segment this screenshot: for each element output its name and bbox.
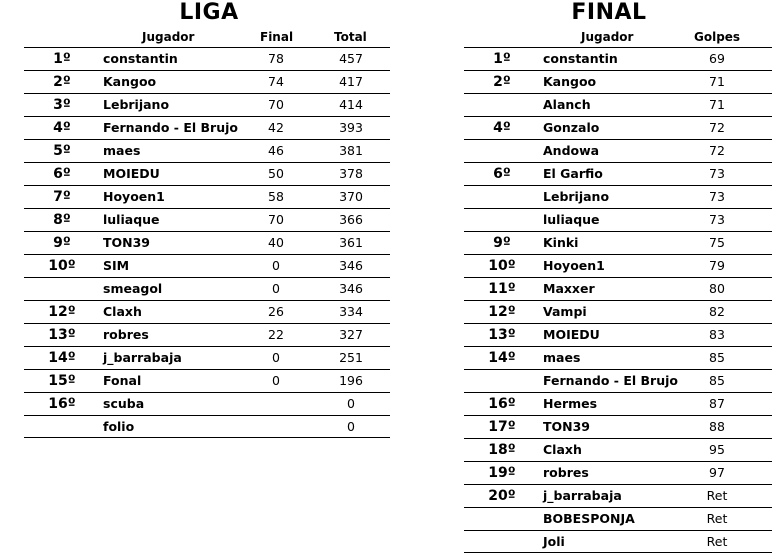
final-cell-pos: 13º [488, 327, 516, 343]
final-row [464, 277, 772, 300]
final-cell-name: Fernando - El Brujo [543, 373, 678, 388]
liga-cell-name: folio [103, 419, 135, 434]
final-row [464, 392, 772, 415]
final-cell-strokes: 79 [709, 258, 725, 273]
final-cell-pos: 14º [488, 350, 516, 366]
final-cell-name: Joli [543, 534, 565, 549]
liga-cell-pos: 3º [53, 97, 71, 113]
liga-cell-total: 414 [339, 97, 363, 112]
liga-cell-pos: 15º [48, 373, 76, 389]
final-row [464, 461, 772, 484]
final-row [464, 323, 772, 346]
final-cell-name: MOIEDU [543, 327, 600, 342]
final-cell-name: j_barrabaja [543, 488, 622, 503]
liga-cell-total: 0 [347, 396, 355, 411]
final-cell-strokes: Ret [706, 534, 728, 549]
liga-cell-name: SIM [103, 258, 130, 273]
liga-cell-pos: 2º [53, 74, 71, 90]
final-cell-pos: 19º [488, 465, 516, 481]
final-cell-strokes: 73 [709, 212, 725, 227]
final-cell-name: Maxxer [543, 281, 595, 296]
liga-cell-pos: 10º [48, 258, 76, 274]
liga-header-player: Jugador [142, 30, 195, 44]
liga-rows [24, 47, 390, 438]
final-cell-strokes: 71 [709, 74, 725, 89]
final-row [464, 231, 772, 254]
liga-cell-final: 58 [268, 189, 284, 204]
liga-cell-pos: 12º [48, 304, 76, 320]
liga-cell-name: Fonal [103, 373, 142, 388]
final-row [464, 116, 772, 139]
final-cell-strokes: 85 [709, 373, 725, 388]
final-cell-pos: 12º [488, 304, 516, 320]
liga-row [24, 93, 390, 116]
final-cell-name: BOBESPONJA [543, 511, 635, 526]
liga-cell-final: 0 [272, 258, 280, 273]
liga-cell-pos: 6º [53, 166, 71, 182]
final-cell-pos: 2º [493, 74, 511, 90]
final-row [464, 70, 772, 93]
final-cell-pos: 4º [493, 120, 511, 136]
liga-row [24, 208, 390, 231]
liga-cell-final: 50 [268, 166, 284, 181]
liga-cell-name: Lebrijano [103, 97, 170, 112]
liga-header-row [24, 28, 390, 46]
final-header-row [464, 28, 772, 46]
liga-row [24, 369, 390, 392]
final-row [464, 346, 772, 369]
final-row [464, 93, 772, 116]
final-cell-name: Gonzalo [543, 120, 600, 135]
final-cell-strokes: 85 [709, 350, 725, 365]
final-cell-strokes: 95 [709, 442, 725, 457]
final-cell-strokes: 72 [709, 143, 725, 158]
final-cell-name: TON39 [543, 419, 591, 434]
liga-cell-final: 42 [268, 120, 284, 135]
final-cell-pos: 6º [493, 166, 511, 182]
final-cell-name: Kinki [543, 235, 579, 250]
liga-cell-total: 327 [339, 327, 363, 342]
final-row [464, 484, 772, 507]
liga-cell-name: Fernando - El Brujo [103, 120, 238, 135]
final-cell-strokes: Ret [706, 511, 728, 526]
liga-cell-total: 366 [339, 212, 363, 227]
liga-cell-total: 370 [339, 189, 363, 204]
final-cell-pos: 20º [488, 488, 516, 504]
liga-row [24, 254, 390, 277]
liga-cell-total: 457 [339, 51, 363, 66]
liga-cell-name: Claxh [103, 304, 142, 319]
liga-row [24, 185, 390, 208]
final-cell-name: El Garfio [543, 166, 603, 181]
liga-row [24, 300, 390, 323]
final-cell-name: Lebrijano [543, 189, 610, 204]
final-cell-strokes: 71 [709, 97, 725, 112]
liga-cell-final: 70 [268, 97, 284, 112]
final-cell-strokes: 82 [709, 304, 725, 319]
final-title: FINAL [571, 0, 647, 25]
liga-cell-name: j_barrabaja [103, 350, 182, 365]
liga-cell-final: 0 [272, 281, 280, 296]
liga-cell-total: 393 [339, 120, 363, 135]
liga-cell-name: smeagol [103, 281, 163, 296]
liga-cell-final: 40 [268, 235, 284, 250]
final-header-strokes: Golpes [694, 30, 741, 44]
liga-cell-final: 78 [268, 51, 284, 66]
final-cell-strokes: 72 [709, 120, 725, 135]
liga-cell-final: 46 [268, 143, 284, 158]
liga-cell-total: 346 [339, 281, 363, 296]
liga-cell-pos: 4º [53, 120, 71, 136]
liga-row [24, 70, 390, 93]
final-cell-name: Vampi [543, 304, 587, 319]
liga-row [24, 346, 390, 369]
final-row [464, 530, 772, 553]
final-cell-pos: 9º [493, 235, 511, 251]
liga-cell-pos: 13º [48, 327, 76, 343]
liga-cell-final: 0 [272, 350, 280, 365]
liga-cell-total: 381 [339, 143, 363, 158]
liga-row [24, 415, 390, 438]
final-cell-name: Claxh [543, 442, 582, 457]
liga-cell-name: Hoyoen1 [103, 189, 165, 204]
final-cell-strokes: 97 [709, 465, 725, 480]
final-rows [464, 47, 772, 553]
liga-cell-total: 196 [339, 373, 363, 388]
final-cell-name: Andowa [543, 143, 600, 158]
liga-header-total: Total [334, 30, 367, 44]
final-cell-pos: 18º [488, 442, 516, 458]
final-cell-pos: 16º [488, 396, 516, 412]
final-cell-strokes: 88 [709, 419, 725, 434]
final-cell-name: Hermes [543, 396, 598, 411]
final-row [464, 300, 772, 323]
final-cell-strokes: 87 [709, 396, 725, 411]
final-cell-strokes: 80 [709, 281, 725, 296]
final-cell-strokes: 75 [709, 235, 725, 250]
liga-cell-pos: 5º [53, 143, 71, 159]
final-header-player: Jugador [581, 30, 634, 44]
liga-title: LIGA [179, 0, 239, 25]
liga-cell-pos: 16º [48, 396, 76, 412]
liga-cell-total: 378 [339, 166, 363, 181]
final-row [464, 185, 772, 208]
final-cell-name: maes [543, 350, 581, 365]
liga-cell-name: luliaque [103, 212, 160, 227]
liga-cell-total: 361 [339, 235, 363, 250]
liga-cell-final: 0 [272, 373, 280, 388]
liga-row [24, 47, 390, 70]
liga-cell-total: 334 [339, 304, 363, 319]
final-row [464, 507, 772, 530]
final-cell-pos: 17º [488, 419, 516, 435]
liga-row [24, 277, 390, 300]
liga-cell-name: MOIEDU [103, 166, 160, 181]
final-cell-name: Kangoo [543, 74, 597, 89]
final-cell-name: Alanch [543, 97, 591, 112]
final-cell-name: robres [543, 465, 589, 480]
liga-cell-total: 417 [339, 74, 363, 89]
liga-cell-name: TON39 [103, 235, 151, 250]
final-row [464, 438, 772, 461]
liga-cell-total: 0 [347, 419, 355, 434]
liga-cell-pos: 7º [53, 189, 71, 205]
liga-cell-pos: 1º [53, 51, 71, 67]
liga-cell-name: constantin [103, 51, 178, 66]
liga-cell-final: 74 [268, 74, 284, 89]
liga-cell-pos: 8º [53, 212, 71, 228]
liga-cell-final: 26 [268, 304, 284, 319]
final-row [464, 254, 772, 277]
final-cell-name: constantin [543, 51, 618, 66]
liga-row [24, 116, 390, 139]
final-cell-name: Hoyoen1 [543, 258, 605, 273]
final-cell-strokes: 73 [709, 166, 725, 181]
final-cell-strokes: 73 [709, 189, 725, 204]
liga-cell-name: Kangoo [103, 74, 157, 89]
final-cell-pos: 1º [493, 51, 511, 67]
final-cell-strokes: 69 [709, 51, 725, 66]
final-row [464, 47, 772, 70]
liga-cell-pos: 9º [53, 235, 71, 251]
liga-cell-total: 251 [339, 350, 363, 365]
liga-row [24, 323, 390, 346]
final-row [464, 369, 772, 392]
liga-cell-name: scuba [103, 396, 145, 411]
liga-cell-pos: 14º [48, 350, 76, 366]
final-cell-pos: 11º [488, 281, 516, 297]
liga-row [24, 231, 390, 254]
final-row [464, 208, 772, 231]
liga-header-final: Final [260, 30, 294, 44]
liga-cell-name: maes [103, 143, 141, 158]
final-row [464, 139, 772, 162]
liga-cell-name: robres [103, 327, 149, 342]
final-cell-strokes: Ret [706, 488, 728, 503]
final-row [464, 162, 772, 185]
liga-cell-total: 346 [339, 258, 363, 273]
final-row [464, 415, 772, 438]
liga-cell-final: 70 [268, 212, 284, 227]
liga-row [24, 139, 390, 162]
final-cell-strokes: 83 [709, 327, 725, 342]
liga-row [24, 392, 390, 415]
liga-row [24, 162, 390, 185]
liga-cell-final: 22 [268, 327, 284, 342]
final-cell-pos: 10º [488, 258, 516, 274]
final-cell-name: luliaque [543, 212, 600, 227]
